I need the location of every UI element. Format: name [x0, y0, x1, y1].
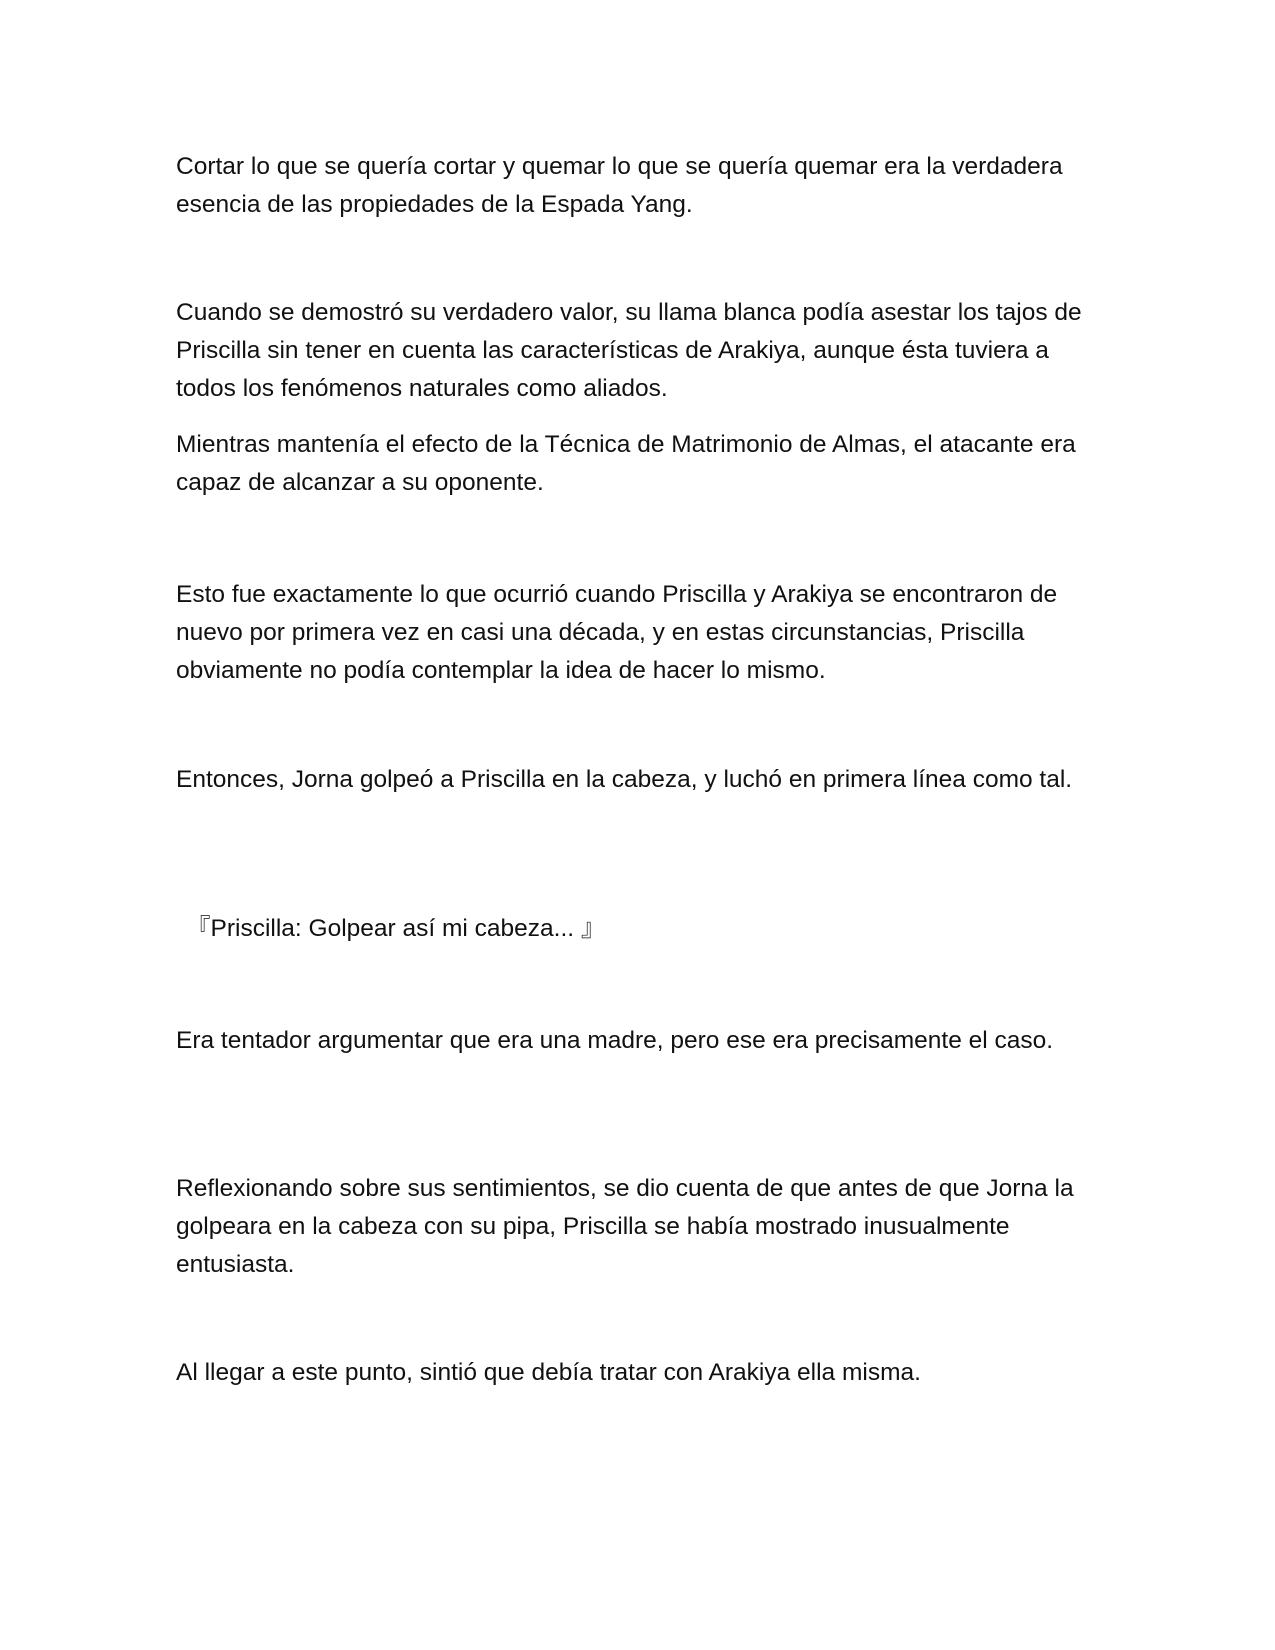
paragraph-9: Al llegar a este punto, sintió que debía tratar con Arakiya ella misma. [176, 1359, 921, 1386]
paragraph-8: Reflexionando sobre sus sentimientos, se dio cuenta de que antes de que Jorna la golpeara en la cabeza con su pipa, Priscilla se había mostrado inusualmente entusiasta. [176, 1175, 1074, 1278]
paragraph-2: Cuando se demostró su verdadero valor, su llama blanca podía asestar los tajos de Priscilla sin tener en cuenta las características de Arakiya, aunque ésta tuviera a todos los fenómenos naturales como aliados. [176, 299, 1082, 402]
dialogue-line: 『Priscilla: Golpear así mi cabeza... 』 [186, 915, 606, 942]
paragraph-1: Cortar lo que se quería cortar y quemar lo que se quería quemar era la verdadera esencia de las propiedades de la Espada Yang. [176, 153, 1063, 218]
paragraph-5: Entonces, Jorna golpeó a Priscilla en la cabeza, y luchó en primera línea como tal. [176, 766, 1073, 793]
paragraph-4: Esto fue exactamente lo que ocurrió cuando Priscilla y Arakiya se encontraron de nuevo por primera vez en casi una década, y en estas circunstancias, Priscilla obviamente no podía contemplar la idea de hacer lo mismo. [176, 581, 1058, 684]
paragraph-7: Era tentador argumentar que era una madre, pero ese era precisamente el caso. [176, 1027, 1054, 1054]
paragraph-3: Mientras mantenía el efecto de la Técnica de Matrimonio de Almas, el atacante era capaz de alcanzar a su oponente. [176, 431, 1076, 496]
